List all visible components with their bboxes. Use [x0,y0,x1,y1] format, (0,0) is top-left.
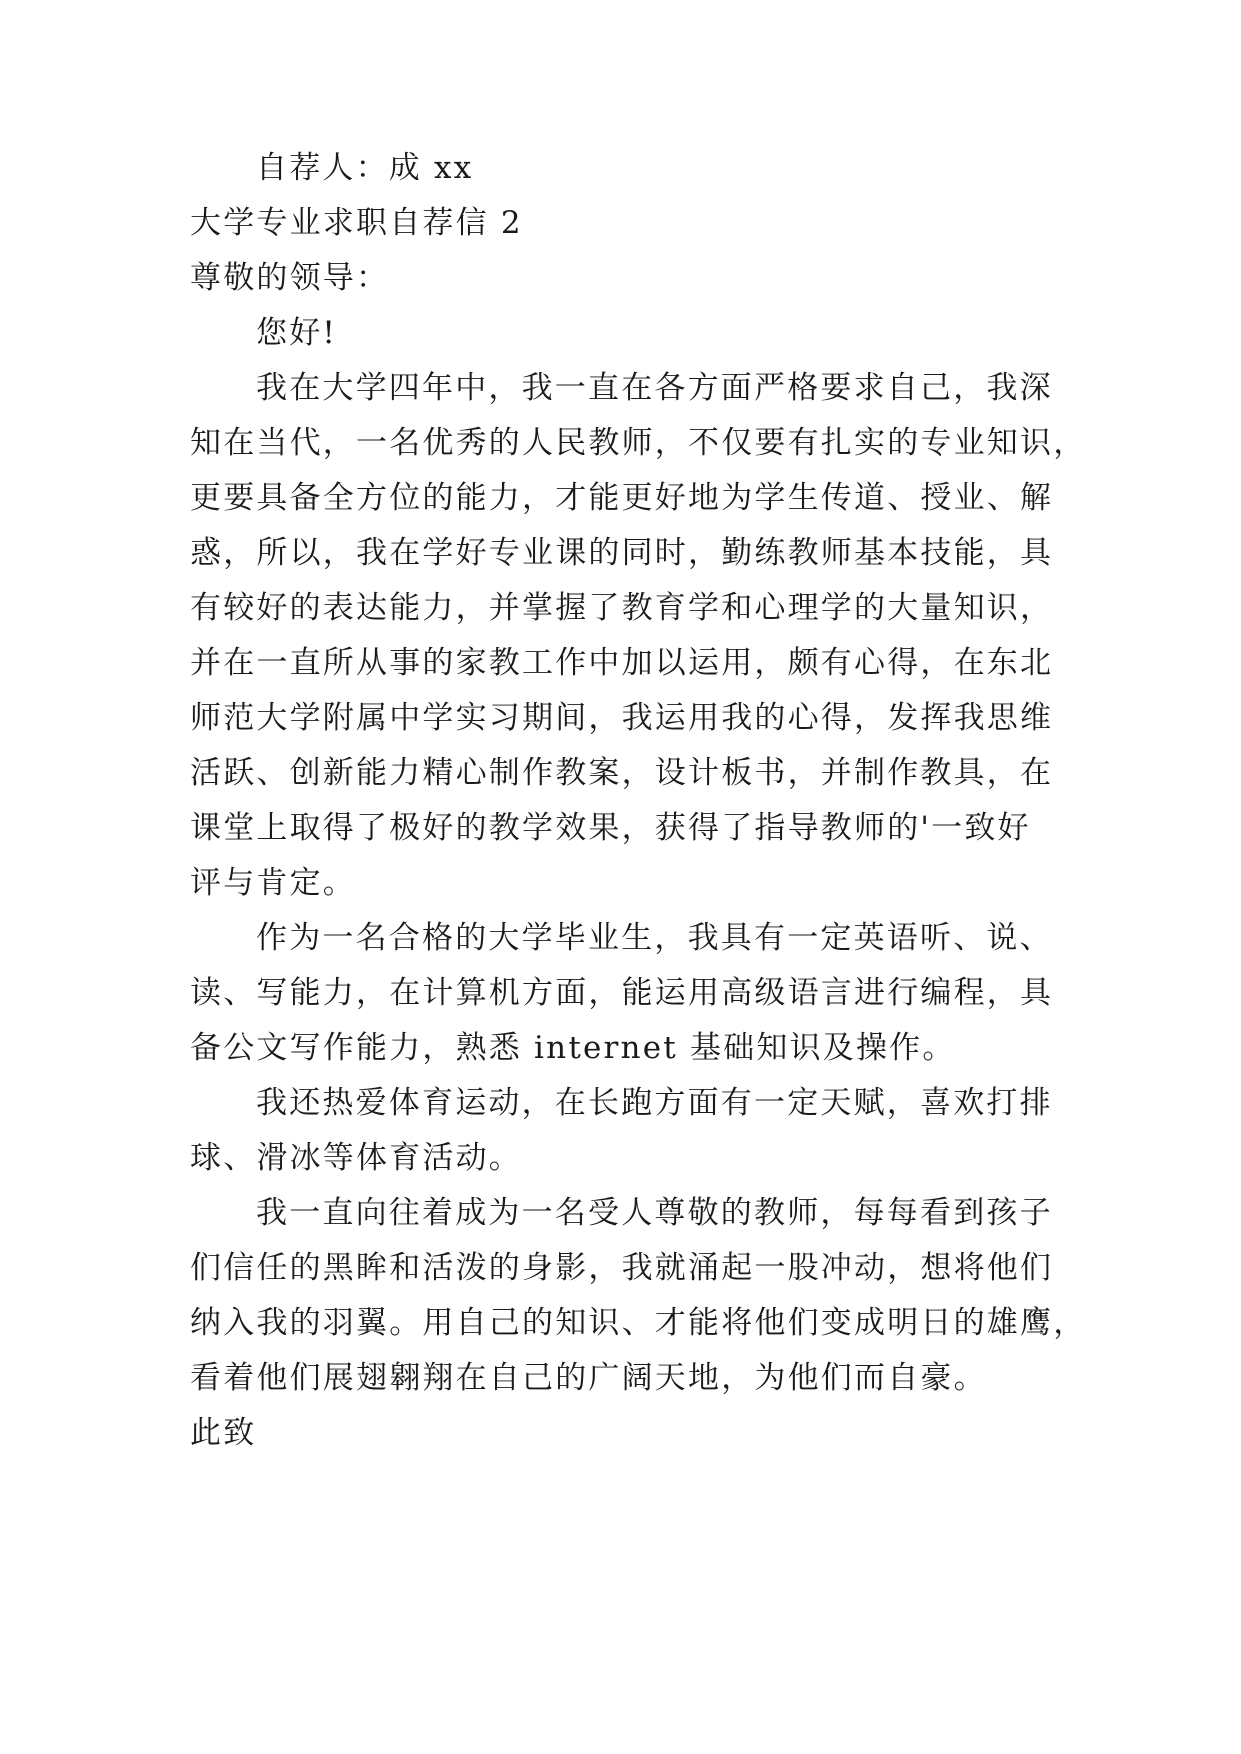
paragraph-line: 备公文写作能力，熟悉 internet 基础知识及操作。 [190,1030,956,1066]
paragraph-line: 们信任的黑眸和活泼的身影，我就涌起一股冲动，想将他们 [190,1250,1054,1286]
paragraph-line: 看着他们展翅翱翔在自己的广阔天地，为他们而自豪。 [190,1360,987,1396]
paragraph-line: 有较好的表达能力，并掌握了教育学和心理学的大量知识， [190,590,1054,626]
paragraph-line: 作为一名合格的大学毕业生，我具有一定英语听、说、 [256,920,1053,956]
letter-heading: 大学专业求职自荐信 2 [190,205,523,241]
salutation: 尊敬的领导： [190,260,390,296]
paragraph-line: 读、写能力，在计算机方面，能运用高级语言进行编程，具 [190,975,1054,1011]
paragraph-line: 师范大学附属中学实习期间，我运用我的心得，发挥我思维 [190,700,1054,736]
paragraph-line: 活跃、创新能力精心制作教案，设计板书，并制作教具，在 [190,755,1054,791]
paragraph-line: 知在当代，一名优秀的人民教师，不仅要有扎实的专业知识， [190,425,1087,461]
paragraph-line: 我在大学四年中，我一直在各方面严格要求自己，我深 [256,370,1053,406]
paragraph-line: 惑，所以，我在学好专业课的同时，勤练教师基本技能，具 [190,535,1054,571]
closing: 此致 [190,1415,257,1451]
paragraph-line: 我一直向往着成为一名受人尊敬的教师，每每看到孩子 [256,1195,1053,1231]
paragraph-line: 球、滑冰等体育活动。 [190,1140,522,1176]
greeting: 您好! [256,315,338,351]
paragraph-line: 更要具备全方位的能力，才能更好地为学生传道、授业、解 [190,480,1054,516]
paragraph-line: 评与肯定。 [190,865,356,901]
paragraph-line: 并在一直所从事的家教工作中加以运用，颇有心得，在东北 [190,645,1054,681]
paragraph-line: 我还热爱体育运动，在长跑方面有一定天赋，喜欢打排 [256,1085,1053,1121]
paragraph-line: 课堂上取得了极好的教学效果，获得了指导教师的'一致好 [190,810,1031,846]
signature-line: 自荐人：成 xx [256,150,474,186]
paragraph-line: 纳入我的羽翼。用自己的知识、才能将他们变成明日的雄鹰， [190,1305,1087,1341]
